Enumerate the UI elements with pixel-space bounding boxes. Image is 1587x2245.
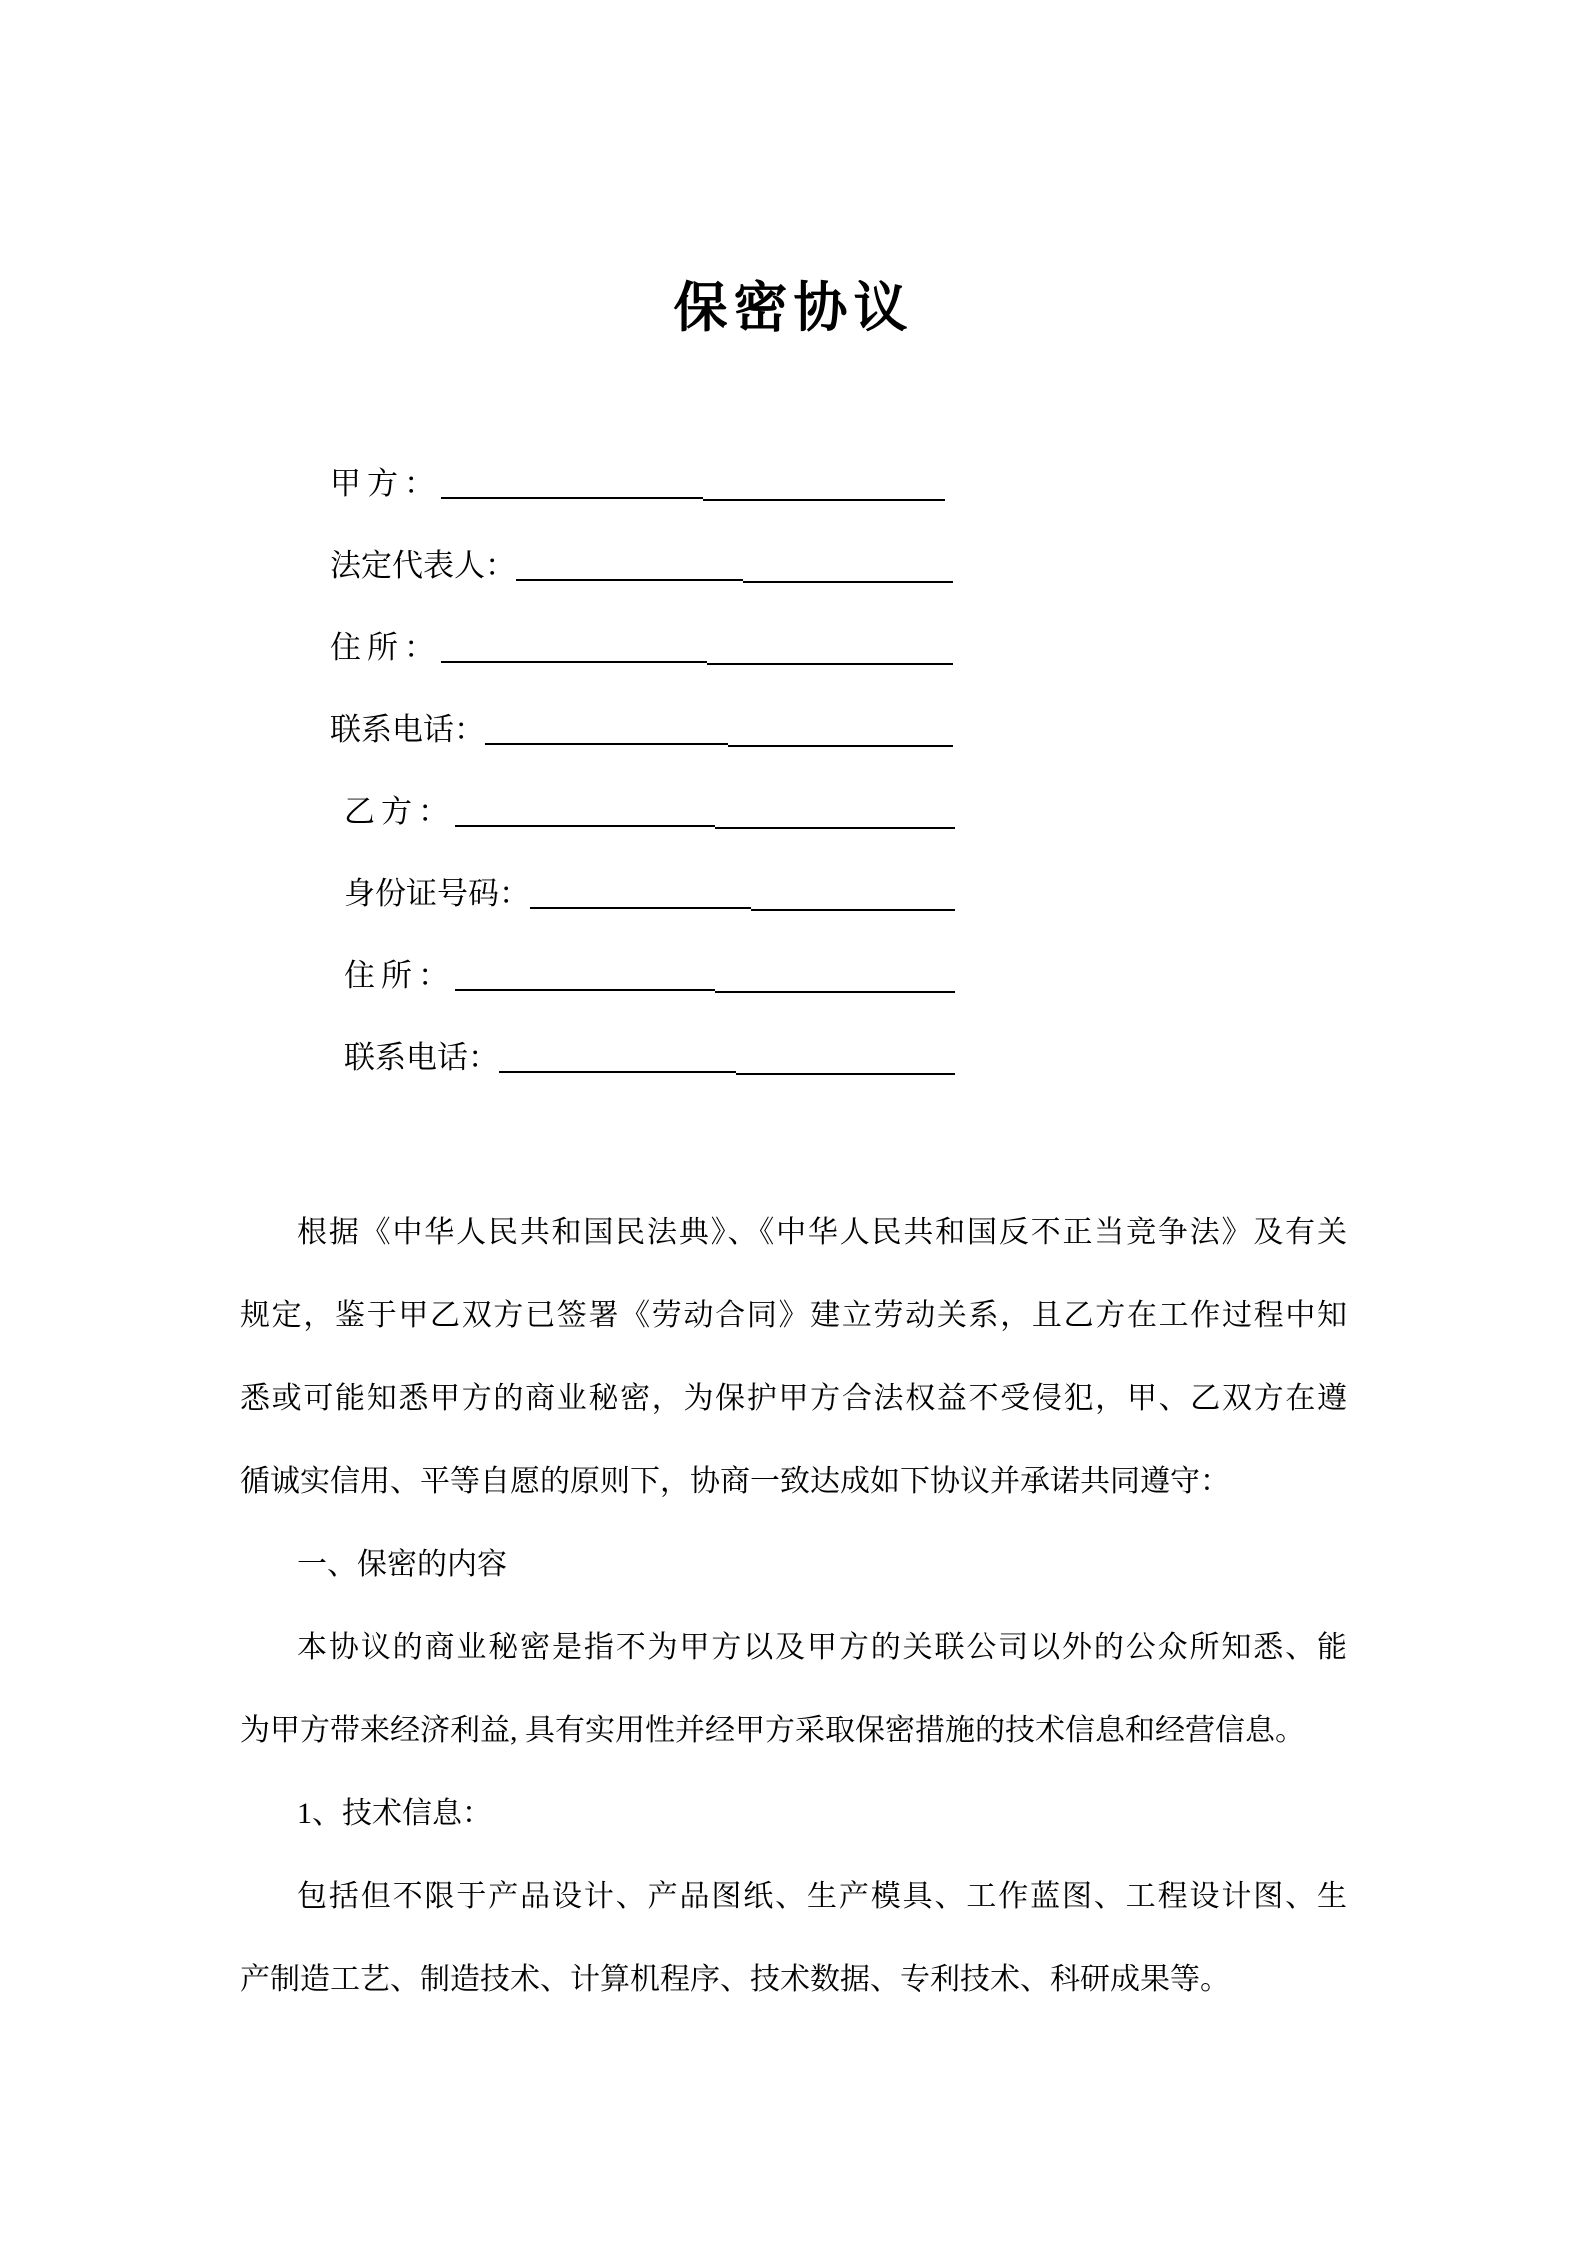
form-field-label: 联系电话： <box>330 712 485 747</box>
form-row-address-a <box>330 632 953 666</box>
form-field-label: 联系电话： <box>344 1040 499 1075</box>
body-line: 根据《中华人民共和国民法典》、《中华人民共和国反不正当竞争法》及有关 <box>297 1216 1347 1249</box>
fill-in-blank[interactable] <box>499 1042 955 1076</box>
body-line: 本协议的商业秘密是指不为甲方以及甲方的关联公司以外的公众所知悉、能 <box>297 1631 1347 1664</box>
blank-line-segment <box>707 663 953 665</box>
blank-line-segment <box>516 579 743 581</box>
blank-line-segment <box>751 909 955 911</box>
form-row-id-number <box>344 878 955 912</box>
blank-line-segment <box>743 581 953 583</box>
form-field-label: 甲方： <box>330 466 441 501</box>
blank-line-segment <box>455 989 715 991</box>
form-row-party-b <box>344 796 955 830</box>
form-row-legal-representative <box>330 550 953 584</box>
blank-line-segment <box>441 497 703 499</box>
body-line: 悉或可能知悉甲方的商业秘密，为保护甲方合法权益不受侵犯，甲、乙双方在遵 <box>240 1382 1347 1415</box>
section-heading: 一、保密的内容 <box>297 1548 507 1581</box>
form-field-label: 住所： <box>344 958 455 993</box>
document-title: 保密协议 <box>673 278 914 338</box>
fill-in-blank[interactable] <box>455 960 955 994</box>
fill-in-blank[interactable] <box>530 878 955 912</box>
blank-line-segment <box>728 745 953 747</box>
fill-in-blank[interactable] <box>441 632 953 666</box>
blank-line-segment <box>715 827 955 829</box>
body-line: 产制造工艺、制造技术、计算机程序、技术数据、专利技术、科研成果等。 <box>240 1963 1230 1996</box>
body-line: 循诚实信用、平等自愿的原则下，协商一致达成如下协议并承诺共同遵守： <box>240 1465 1230 1498</box>
blank-line-segment <box>485 743 728 745</box>
fill-in-blank[interactable] <box>441 468 945 502</box>
blank-line-segment <box>530 907 751 909</box>
form-field-label: 身份证号码： <box>344 876 530 911</box>
form-row-address-b <box>344 960 955 994</box>
form-field-label: 法定代表人： <box>330 548 516 583</box>
blank-line-segment <box>715 991 955 993</box>
form-field-label: 住所： <box>330 630 441 665</box>
form-row-party-a <box>330 468 945 502</box>
body-line: 包括但不限于产品设计、产品图纸、生产模具、工作蓝图、工程设计图、生 <box>297 1880 1347 1913</box>
form-row-phone-a <box>330 714 953 748</box>
body-line: 规定，鉴于甲乙双方已签署《劳动合同》建立劳动关系，且乙方在工作过程中知 <box>240 1299 1347 1332</box>
form-field-label: 乙方： <box>344 794 455 829</box>
fill-in-blank[interactable] <box>455 796 955 830</box>
blank-line-segment <box>455 825 715 827</box>
section-heading: 1、技术信息： <box>297 1797 492 1830</box>
blank-line-segment <box>441 661 707 663</box>
fill-in-blank[interactable] <box>485 714 953 748</box>
blank-line-segment <box>703 499 945 501</box>
blank-line-segment <box>736 1073 955 1075</box>
form-row-phone-b <box>344 1042 955 1076</box>
blank-line-segment <box>499 1071 736 1073</box>
fill-in-blank[interactable] <box>516 550 953 584</box>
body-line: 为甲方带来经济利益, 具有实用性并经甲方采取保密措施的技术信息和经营信息。 <box>240 1714 1305 1747</box>
